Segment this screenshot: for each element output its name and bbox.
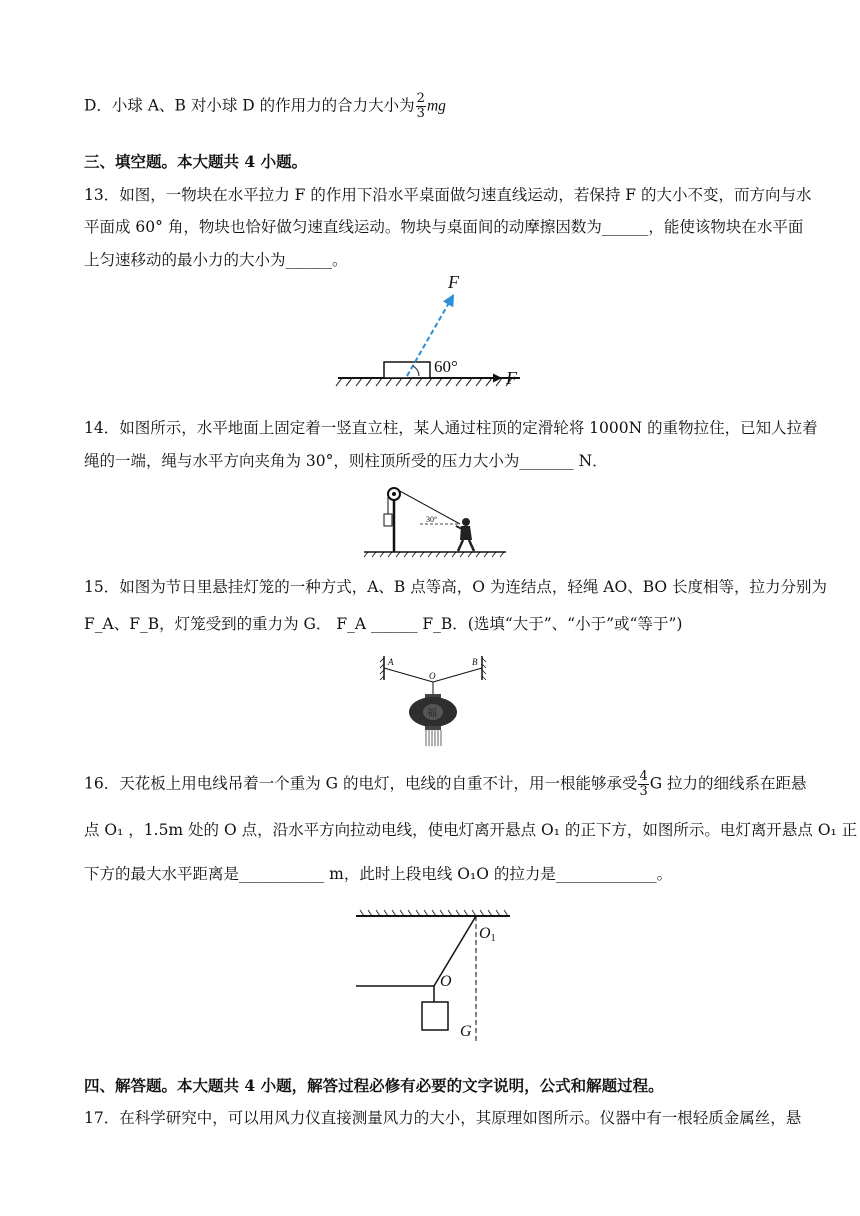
- q17-line-1: 17．在科学研究中，可以用风力仪直接测量风力的大小，其原理如图所示。仪器中有一根轻质金属丝，悬: [84, 1109, 802, 1127]
- force-label-right: F: [506, 368, 517, 388]
- q16-line-3: 下方的最大水平距离是___________ m，此时上段电线 O₁O 的拉力是_____________。: [84, 865, 673, 883]
- q16-line-1-pre: 16．天花板上用电线吊着一个重为 G 的电灯，电线的自重不计，用一根能够承受: [84, 774, 638, 793]
- force-label-top: F: [448, 272, 459, 292]
- q15-line-1: 15．如图为节日里悬挂灯笼的一种方式，A、B 点等高，O 为连结点，轻绳 AO、BO 长度相等，拉力分别为: [84, 578, 828, 596]
- q13-line-1: 13．如图，一物块在水平拉力 F 的作用下沿水平桌面做匀速直线运动，若保持 F 的大小不变，而方向与水: [84, 186, 812, 204]
- option-d-text: D．小球 A、B 对小球 D 的作用力的合力大小为: [84, 96, 415, 115]
- fraction-two-thirds: $\frac{2}{3}$: [416, 91, 425, 121]
- lamp-box: [422, 1002, 448, 1030]
- label-o: O: [440, 973, 452, 990]
- q16-line-1: [84, 770, 807, 799]
- option-d: [84, 92, 446, 121]
- q13-line-3: 上匀速移动的最小力的大小为______。: [84, 251, 348, 269]
- section-4-title: 四、解答题。本大题共 4 小题，解答过程必修有必要的文字说明，公式和解题过程。: [84, 1076, 664, 1095]
- q16-figure-lamp: [352, 908, 516, 1048]
- q15-figure-lantern: [376, 652, 492, 748]
- label-g: G: [460, 1023, 472, 1040]
- q13-line-2: 平面成 60° 角，物块也恰好做匀速直线运动。物块与桌面间的动摩擦因数为______，能使该物块在水平面: [84, 218, 804, 236]
- q15-line-2: F_A、F_B，灯笼受到的重力为 G． F_A ______ F_B．(选填“大于”、“小于”或“等于”): [84, 615, 683, 633]
- angle-label-30: 30°: [426, 515, 438, 524]
- fraction-four-thirds: $\frac{4}{3}$: [639, 769, 648, 799]
- label-b: B: [472, 657, 478, 667]
- q14-line-2: 绳的一端，绳与水平方向夹角为 30°，则柱顶所受的压力大小为_______ N．: [84, 452, 608, 470]
- q16-line-2: 点 O₁ ，1.5m 处的 O 点，沿水平方向拉动电线，使电灯离开悬点 O₁ 的正下方，如图所示。电灯离开悬点 O₁ 正: [84, 821, 858, 839]
- q13-figure-block-force: [330, 272, 540, 392]
- lantern-character: 福: [427, 708, 437, 719]
- q16-line-1-post: G 拉力的细线系在距悬: [649, 774, 807, 793]
- section-3-title: 三、填空题。本大题共 4 小题。: [84, 152, 308, 171]
- label-o: O: [429, 671, 436, 681]
- option-d-unit: mg: [426, 97, 446, 115]
- q14-figure-pulley-post: [360, 482, 510, 560]
- label-o1: O1: [479, 925, 496, 944]
- weight: [384, 514, 392, 526]
- q14-line-1: 14．如图所示，水平地面上固定着一竖直立柱，某人通过柱顶的定滑轮将 1000N 的重物拉住，已知人拉着: [84, 419, 818, 437]
- angle-label-60: 60°: [434, 357, 458, 376]
- label-a: A: [388, 657, 394, 667]
